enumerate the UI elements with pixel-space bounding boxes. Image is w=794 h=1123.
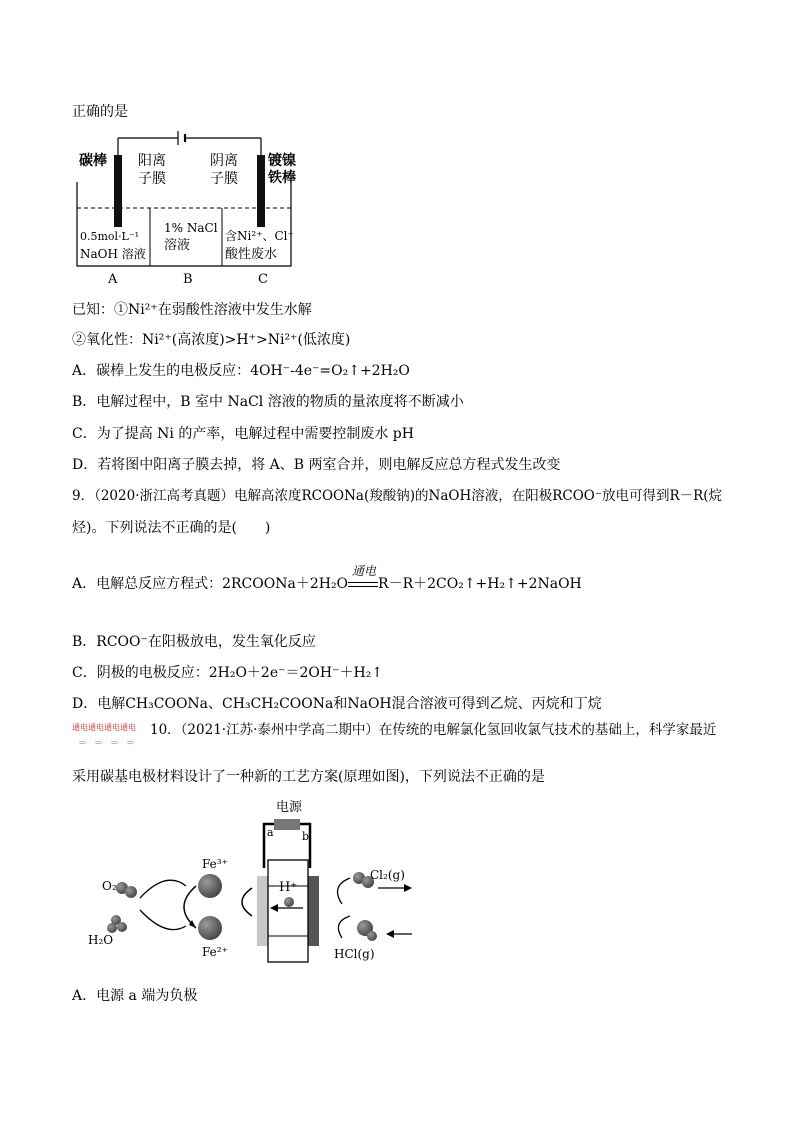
rod-right-label-1: 镀镍 bbox=[268, 153, 296, 169]
q8-option-a: A．碳棒上发生的电极反应：4OH⁻-4e⁻=O₂↑+2H₂O bbox=[72, 363, 410, 379]
fe3-ball bbox=[198, 874, 222, 898]
proton-ball bbox=[284, 897, 294, 907]
h2o-label: H₂O bbox=[88, 933, 114, 947]
cell-outer bbox=[268, 860, 308, 962]
power-source-label: 电源 bbox=[276, 800, 303, 815]
carbon-rod bbox=[114, 155, 122, 227]
anion-membrane-label-1: 阴离 bbox=[210, 153, 238, 169]
q9-stem-line-1: 9．（2020·浙江高考真题）电解高浓度RCOONa(羧酸钠)的NaOH溶液，在阳极RCOO⁻放电可得到R－R(烷 bbox=[72, 488, 723, 504]
o2-label: O₂ bbox=[102, 879, 117, 893]
power-source-icon bbox=[274, 819, 300, 830]
solution-a-label-1: 0.5mol·L⁻¹ bbox=[80, 230, 140, 243]
electrolysis-cell-figure bbox=[72, 128, 312, 290]
watermark-text: 通电通电通电通电 bbox=[72, 723, 136, 732]
q10-stem-line-1: 10．（2021·江苏·泰州中学高二期中）在传统的电解氯化氢回收氯气技术的基础上，科学家最近 bbox=[150, 722, 717, 738]
known-line-1: 已知：①Ni²⁺在弱酸性溶液中发生水解 bbox=[72, 302, 312, 318]
chamber-b-label: B bbox=[183, 272, 193, 287]
hcl-ball-2 bbox=[367, 931, 377, 941]
anion-membrane-label-2: 子膜 bbox=[210, 171, 238, 187]
h-plus-label: H⁺ bbox=[279, 880, 298, 895]
q8-option-d: D．若将图中阳离子膜去掉，将 A、B 两室合并，则电解反应总方程式发生改变 bbox=[72, 457, 561, 473]
q9-a-suffix: R－R＋2CO₂↑+H₂↑+2NaOH bbox=[378, 576, 582, 592]
q9-option-a bbox=[72, 564, 582, 593]
solution-b-label-2: 溶液 bbox=[164, 238, 191, 253]
chamber-c-label: C bbox=[258, 272, 268, 287]
hcl-label: HCl(g) bbox=[334, 947, 375, 961]
q9-option-b: B．RCOO⁻在阳极放电，发生氧化反应 bbox=[72, 634, 316, 650]
known-line-2: ②氧化性：Ni²⁺(高浓度)>H⁺>Ni²⁺(低浓度) bbox=[72, 332, 351, 348]
electrolysis-condition bbox=[348, 564, 378, 593]
solution-c-label-1: 含Ni²⁺、Cl⁻ bbox=[225, 229, 294, 243]
q10-stem-line-2: 采用碳基电极材料设计了一种新的工艺方案(原理如图)，下列说法不正确的是 bbox=[72, 769, 545, 785]
hcl-electrolysis-figure bbox=[80, 798, 420, 968]
double-line-icon bbox=[348, 582, 378, 587]
fe2-label: Fe²⁺ bbox=[202, 945, 228, 959]
fe2-ball bbox=[198, 916, 222, 940]
q9-a-prefix: A．电解总反应方程式：2RCOONa＋2H₂O bbox=[72, 576, 349, 592]
o2-ball-2 bbox=[125, 886, 137, 898]
terminal-b-label: b bbox=[302, 830, 310, 843]
nickel-plated-iron-rod bbox=[257, 155, 265, 227]
cation-membrane-label-2: 子膜 bbox=[138, 171, 166, 187]
chamber-a-label: A bbox=[108, 272, 118, 287]
q8-option-b: B．电解过程中，B 室中 NaCl 溶液的物质的量浓度将不断减小 bbox=[72, 394, 464, 410]
electrolysis-condition-text: 通电 bbox=[352, 564, 377, 578]
q10-option-a: A．电源 a 端为负极 bbox=[72, 988, 198, 1004]
q9-stem-line-2: 烃)。下列说法不正确的是( ) bbox=[72, 520, 271, 536]
watermark-marks: ＝＝＝＝ bbox=[78, 739, 143, 749]
cl2-label: Cl₂(g) bbox=[370, 868, 405, 882]
cation-membrane-label-1: 阳离 bbox=[138, 153, 166, 169]
solution-c-label-2: 酸性废水 bbox=[225, 247, 278, 262]
h2o-ball-2 bbox=[117, 922, 127, 932]
q9-option-d: D．电解CH₃COONa、CH₃CH₂COONa和NaOH混合溶液可得到乙烷、丙烷和丁烷 bbox=[72, 696, 602, 712]
rod-right-label-2: 铁棒 bbox=[268, 170, 296, 186]
carbon-rod-label: 碳棒 bbox=[79, 153, 107, 169]
q9-option-c: C．阴极的电极反应：2H₂O＋2e⁻＝2OH⁻＋H₂↑ bbox=[72, 665, 384, 681]
solution-b-label-1: 1% NaCl bbox=[164, 221, 218, 235]
question-8-intro: 正确的是 bbox=[72, 104, 128, 120]
left-electrode bbox=[257, 876, 268, 946]
h2o-ball-3 bbox=[107, 923, 117, 933]
fe3-label: Fe³⁺ bbox=[202, 857, 228, 871]
right-electrode bbox=[308, 876, 319, 946]
solution-a-label-2: NaOH 溶液 bbox=[80, 247, 146, 261]
terminal-a-label: a bbox=[267, 826, 274, 839]
q8-option-c: C．为了提高 Ni 的产率，电解过程中需要控制废水 pH bbox=[72, 426, 414, 442]
